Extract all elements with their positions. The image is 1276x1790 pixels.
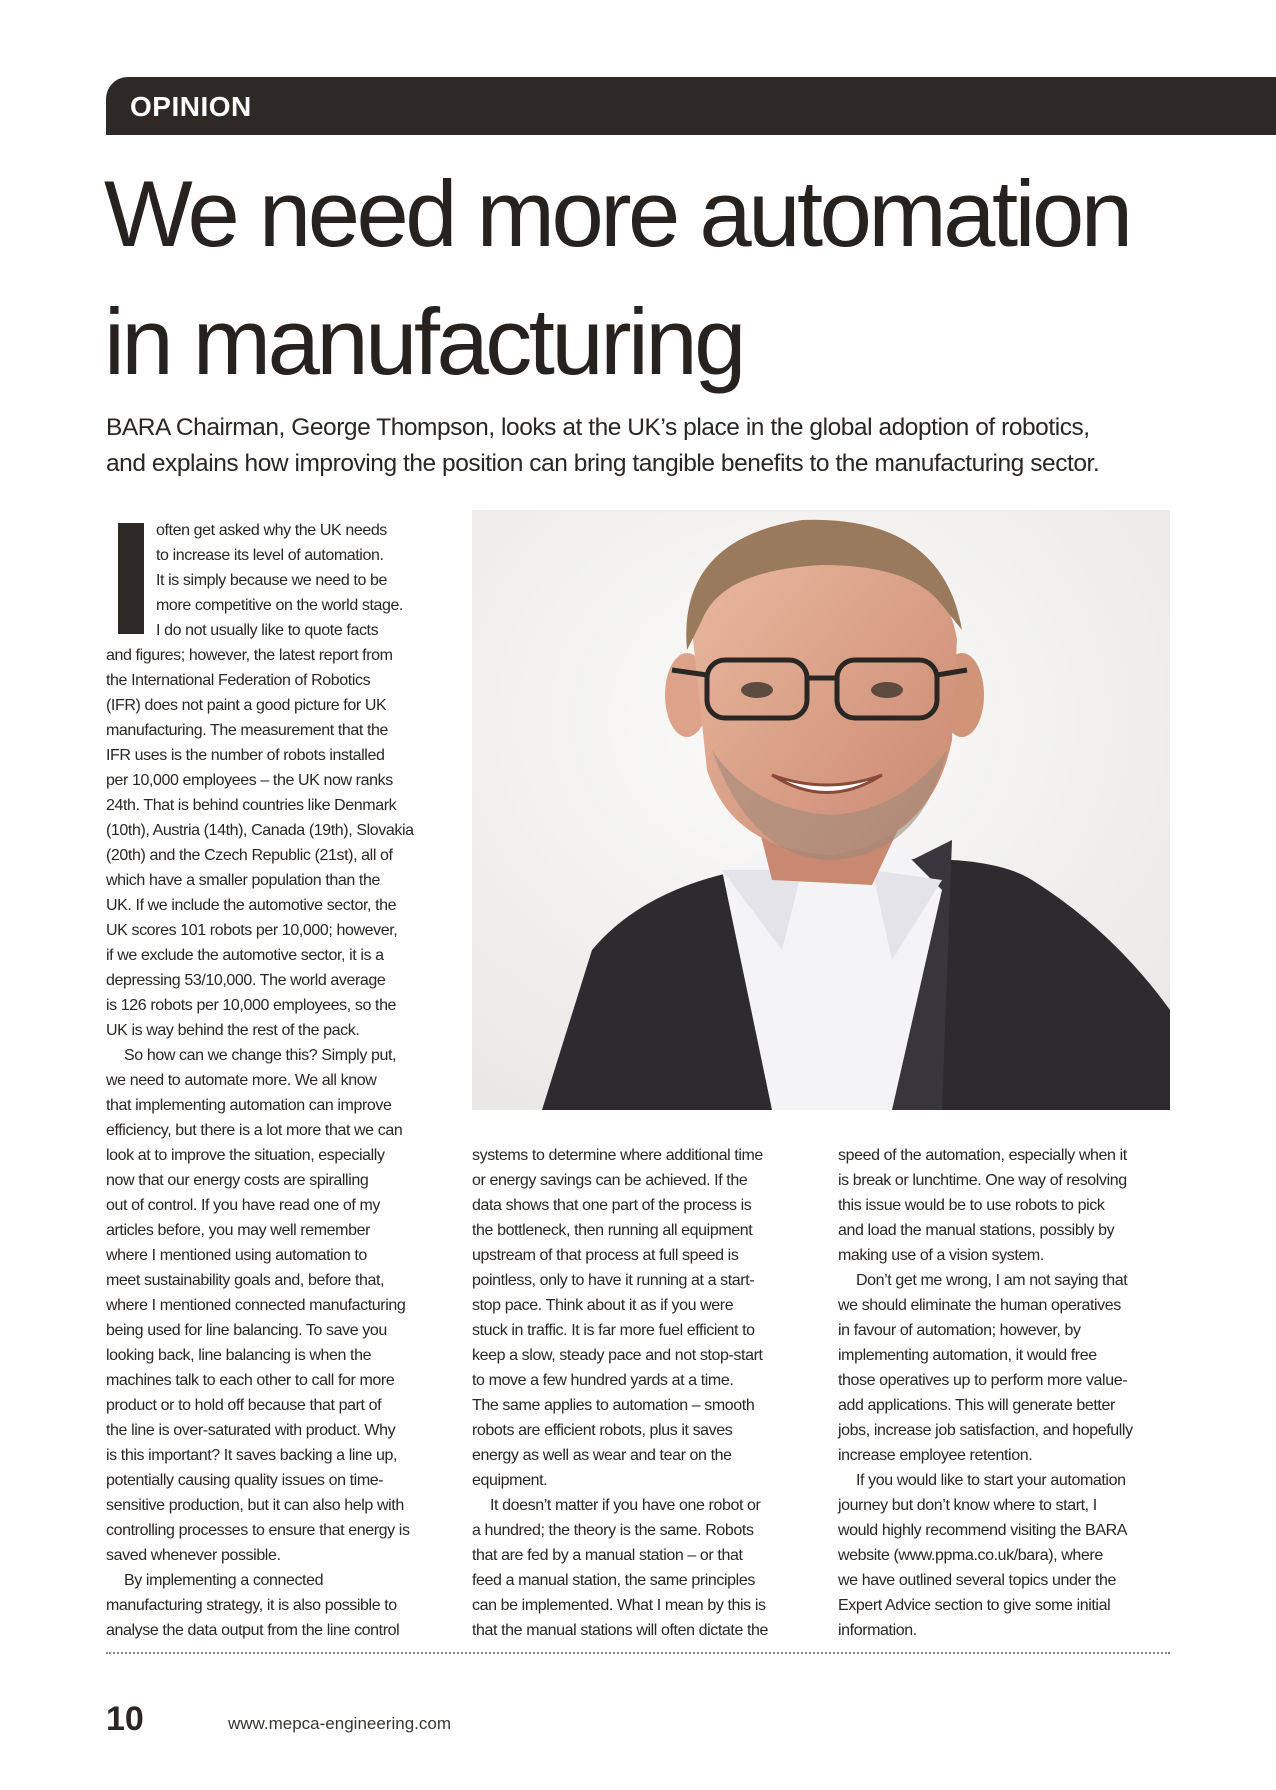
article-text-line: looking back, line balancing is when the — [106, 1347, 372, 1364]
article-column-1 — [106, 518, 446, 1643]
article-text-line: more competitive on the world stage. — [156, 597, 404, 614]
article-text-line: the bottleneck, then running all equipment — [472, 1222, 753, 1239]
article-text-line: implementing automation, it would free — [838, 1347, 1097, 1364]
article-text-line: to move a few hundred yards at a time. — [472, 1372, 734, 1389]
article-text-line: would highly recommend visiting the BARA — [838, 1522, 1128, 1539]
article-text-line: where I mentioned connected manufacturing — [106, 1297, 406, 1314]
article-text-line: which have a smaller population than the — [106, 872, 380, 889]
article-text-line: UK is way behind the rest of the pack. — [106, 1022, 360, 1039]
article-text-line: information. — [838, 1622, 917, 1639]
article-text-line: robots are efficient robots, plus it saves — [472, 1422, 733, 1439]
article-text-line: that are fed by a manual station – or that — [472, 1547, 743, 1564]
article-text-line: (20th) and the Czech Republic (21st), all of — [106, 847, 393, 864]
article-text-line: the line is over-saturated with product. Why — [106, 1422, 396, 1439]
article-text-line: and load the manual stations, possibly by — [838, 1222, 1115, 1239]
article-text-line: sensitive production, but it can also help with — [106, 1497, 404, 1514]
article-text-line: UK scores 101 robots per 10,000; however, — [106, 922, 398, 939]
article-text-line: 24th. That is behind countries like Denmark — [106, 797, 397, 814]
standfirst — [106, 410, 1276, 482]
article-text-line: Don’t get me wrong, I am not saying that — [856, 1272, 1128, 1289]
article-text-line: product or to hold off because that part of — [106, 1397, 382, 1414]
article-text-line: to increase its level of automation. — [156, 547, 384, 564]
article-text-line: the International Federation of Robotics — [106, 672, 371, 689]
article-text-line: that implementing automation can improve — [106, 1097, 392, 1114]
article-text-line: controlling processes to ensure that energy is — [106, 1522, 410, 1539]
article-text-line: those operatives up to perform more value- — [838, 1372, 1128, 1389]
article-text-line: is this important? It saves backing a line up, — [106, 1447, 398, 1464]
article-text-line: saved whenever possible. — [106, 1547, 281, 1564]
article-text-line: in favour of automation; however, by — [838, 1322, 1081, 1339]
article-text-line: UK. If we include the automotive sector, the — [106, 897, 397, 914]
section-label: OPINION — [130, 91, 252, 122]
article-text-line: So how can we change this? Simply put, — [124, 1047, 397, 1064]
article-text-line: and figures; however, the latest report from — [106, 647, 393, 664]
article-text-line: manufacturing. The measurement that the — [106, 722, 389, 739]
section-header-bar — [106, 77, 1276, 135]
article-text-line: (IFR) does not paint a good picture for UK — [106, 697, 387, 714]
article-text-line: It doesn’t matter if you have one robot or — [490, 1497, 761, 1514]
article-text-line: increase employee retention. — [838, 1447, 1033, 1464]
article-text-line: website (www.ppma.co.uk/bara), where — [838, 1547, 1103, 1564]
article-text-line: The same applies to automation – smooth — [472, 1397, 755, 1414]
article-text-line: upstream of that process at full speed is — [472, 1247, 739, 1264]
article-text-line: I do not usually like to quote facts — [156, 622, 379, 639]
article-text-line: speed of the automation, especially when it — [838, 1147, 1127, 1164]
article-text-line: we have outlined several topics under the — [838, 1572, 1117, 1589]
headline — [104, 150, 1264, 406]
article-text-line: now that our energy costs are spiralling — [106, 1172, 369, 1189]
article-text-line: look at to improve the situation, especially — [106, 1147, 385, 1164]
article-text-line: IFR uses is the number of robots installed — [106, 747, 385, 764]
article-text-line: can be implemented. What I mean by this is — [472, 1597, 766, 1614]
headline-line: in manufacturing — [104, 289, 743, 394]
article-text-line: pointless, only to have it running at a start- — [472, 1272, 755, 1289]
article-text-line: systems to determine where additional time — [472, 1147, 763, 1164]
headline-line: We need more automation — [104, 161, 1130, 266]
article-text-line: add applications. This will generate better — [838, 1397, 1115, 1414]
article-text-line: It is simply because we need to be — [156, 572, 387, 589]
article-text-line: equipment. — [472, 1472, 548, 1489]
standfirst-line: and explains how improving the position can bring tangible benefits to the manufacturing sector. — [106, 450, 1100, 477]
article-text-line: often get asked why the UK needs — [156, 522, 387, 539]
article-text-line: if we exclude the automotive sector, it is a — [106, 947, 384, 964]
article-text-line: feed a manual station, the same principles — [472, 1572, 755, 1589]
article-text-line: analyse the data output from the line control — [106, 1622, 400, 1639]
article-text-line: efficiency, but there is a lot more that we can — [106, 1122, 403, 1139]
article-text-line: is 126 robots per 10,000 employees, so the — [106, 997, 397, 1014]
article-text-line: machines talk to each other to call for more — [106, 1372, 395, 1389]
article-text-line: out of control. If you have read one of my — [106, 1197, 381, 1214]
author-portrait-photo — [472, 510, 1170, 1110]
article-text-line: making use of a vision system. — [838, 1247, 1044, 1264]
article-column-3 — [838, 1143, 1178, 1643]
article-text-line: or energy savings can be achieved. If the — [472, 1172, 748, 1189]
article-text-line: energy as well as wear and tear on the — [472, 1447, 732, 1464]
article-text-line: being used for line balancing. To save you — [106, 1322, 387, 1339]
article-text-line: we need to automate more. We all know — [106, 1072, 377, 1089]
article-text-line: keep a slow, steady pace and not stop-start — [472, 1347, 763, 1364]
article-text-line: is break or lunchtime. One way of resolving — [838, 1172, 1127, 1189]
article-text-line: per 10,000 employees – the UK now ranks — [106, 772, 393, 789]
article-text-line: manufacturing strategy, it is also possible to — [106, 1597, 397, 1614]
article-text-line: By implementing a connected — [124, 1572, 324, 1589]
article-text-line: articles before, you may well remember — [106, 1222, 371, 1239]
article-text-line: (10th), Austria (14th), Canada (19th), Slovakia — [106, 822, 414, 839]
article-text-line: data shows that one part of the process is — [472, 1197, 752, 1214]
article-text-line: stop pace. Think about it as if you were — [472, 1297, 734, 1314]
article-text-line: this issue would be to use robots to pick — [838, 1197, 1105, 1214]
article-text-line: If you would like to start your automation — [856, 1472, 1126, 1489]
article-text-line: a hundred; the theory is the same. Robots — [472, 1522, 754, 1539]
article-text-line: Expert Advice section to give some initial — [838, 1597, 1111, 1614]
article-text-line: we should eliminate the human operatives — [838, 1297, 1121, 1314]
article-text-line: depressing 53/10,000. The world average — [106, 972, 386, 989]
article-text-line: where I mentioned using automation to — [106, 1247, 367, 1264]
footer-dotted-rule — [106, 1652, 1170, 1654]
article-column-2 — [472, 1143, 812, 1643]
portrait-illustration — [472, 510, 1170, 1110]
article-text-line: jobs, increase job satisfaction, and hopefully — [838, 1422, 1133, 1439]
article-text-line: potentially causing quality issues on time- — [106, 1472, 384, 1489]
article-text-line: journey but don’t know where to start, I — [838, 1497, 1097, 1514]
article-text-line: stuck in traffic. It is far more fuel efficient to — [472, 1322, 755, 1339]
website-url: www.mepca-engineering.com — [228, 1714, 451, 1733]
article-text-line: meet sustainability goals and, before that, — [106, 1272, 385, 1289]
article-text-line: that the manual stations will often dictate the — [472, 1622, 769, 1639]
page-number: 10 — [106, 1700, 144, 1738]
standfirst-line: BARA Chairman, George Thompson, looks at the UK’s place in the global adoption of robotics, — [106, 414, 1090, 441]
